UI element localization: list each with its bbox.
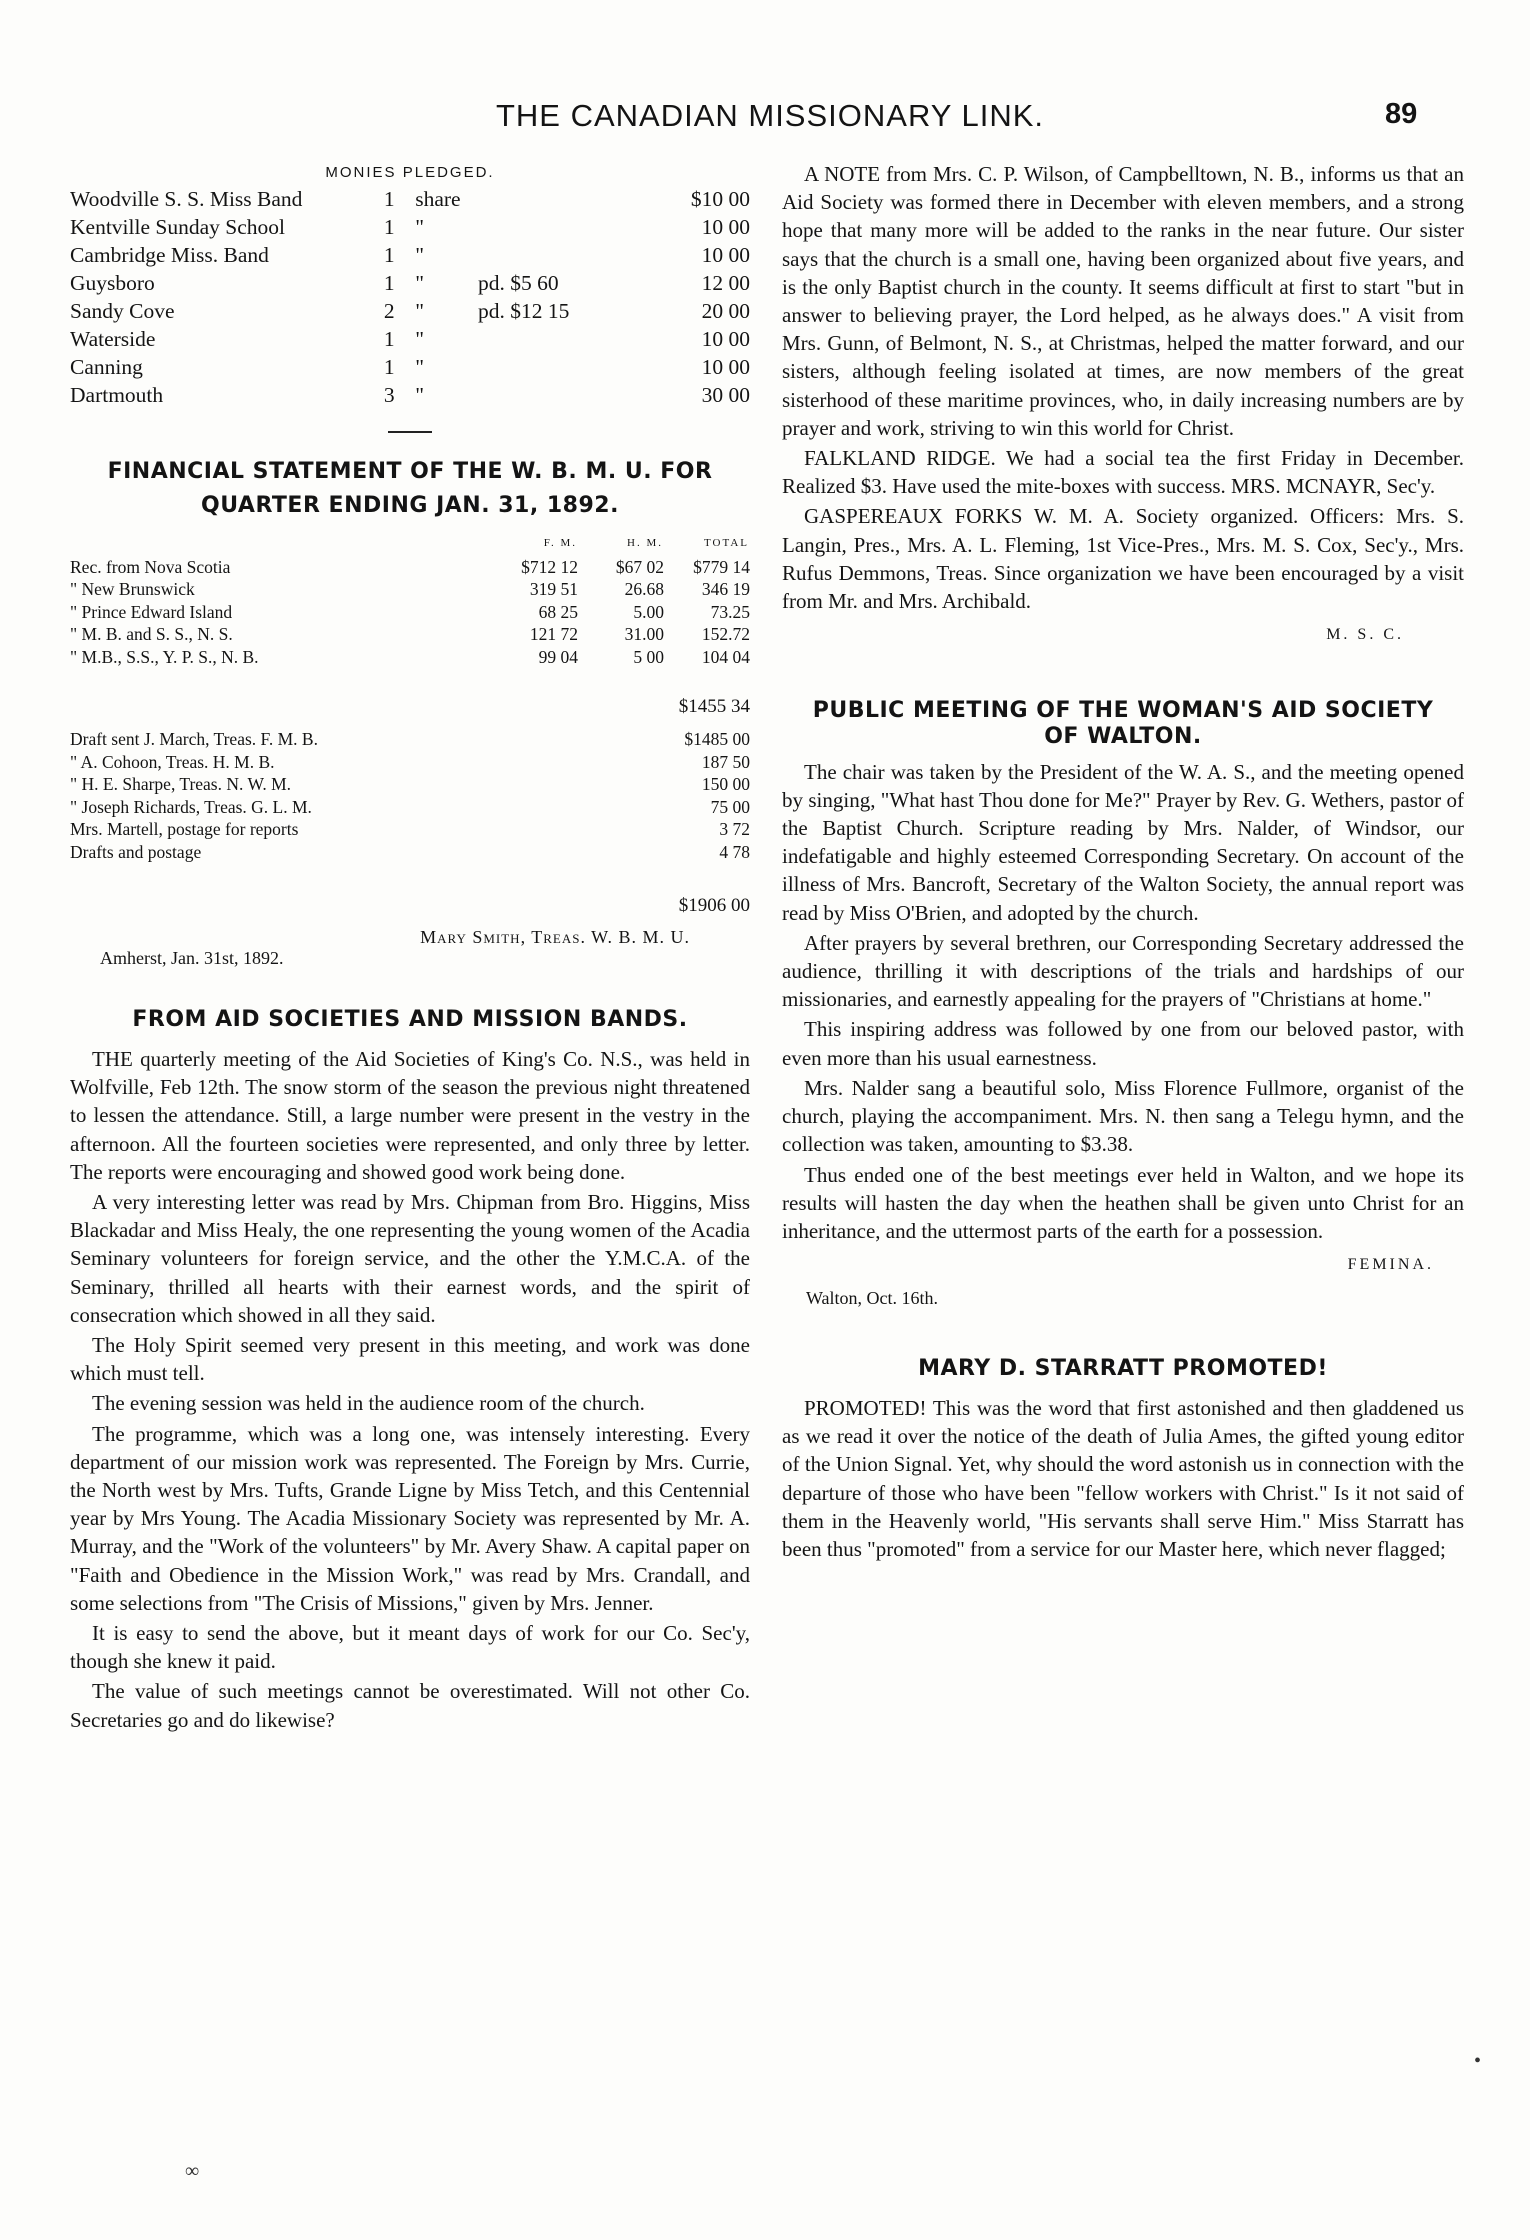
receipt-row [70, 646, 750, 669]
payment-row [70, 796, 750, 819]
payment-row [70, 751, 750, 774]
payment-label: Draft sent J. March, Treas. F. M. B. [70, 729, 318, 749]
financial-heading-line1: FINANCIAL STATEMENT OF THE W. B. M. U. FOR [107, 459, 713, 484]
financial-statement-heading [70, 455, 750, 523]
receipt-label: Rec. from Nova Scotia [70, 556, 231, 577]
pledge-amount: 10 00 [701, 355, 750, 379]
financial-heading-line2: QUARTER ENDING JAN. 31, 1892. [201, 493, 619, 518]
margin-mark: ∞ [185, 2160, 200, 2182]
public-meeting-paragraph: Mrs. Nalder sang a beautiful solo, Miss Florence Fullmore, organist of the church, playing the accompaniment. Mrs. N. then sang a Telegu hymn, and the collection was taken, amounting to $3.38. [782, 1075, 1464, 1157]
pledge-count: 1 [383, 243, 395, 267]
aid-paragraph: The value of such meetings cannot be overestimated. Will not other Co. Secretaries go and do likewise? [70, 1679, 750, 1732]
public-meeting-paragraph: This inspiring address was followed by one from our beloved pastor, with even more than his usual earnestness. [782, 1017, 1464, 1070]
pledge-row [70, 185, 750, 213]
pledge-paid [478, 213, 635, 241]
page-number: 89 [1385, 98, 1418, 130]
notes-signoff: M. S. C. [1326, 626, 1404, 644]
pledge-row [70, 213, 750, 241]
pledge-name: Woodville S. S. Miss Band [70, 187, 303, 211]
receipt-hm: 5.00 [633, 601, 664, 622]
receipt-row [70, 578, 750, 601]
receipt-label: " M. B. and S. S., N. S. [70, 624, 233, 644]
pledge-paid [478, 381, 635, 409]
payment-amount: $1485 00 [684, 729, 750, 749]
place-date: Amherst, Jan. 31st, 1892. [100, 948, 284, 968]
monies-pledged-heading: MONIES PLEDGED. [325, 164, 495, 181]
pledge-paid [478, 353, 635, 381]
pledge-name: Cambridge Miss. Band [70, 243, 269, 267]
column-header: F. M. [543, 537, 577, 549]
payments-total: $1906 00 [678, 895, 750, 916]
section-divider [388, 431, 432, 433]
notes-body [782, 160, 1464, 615]
pledge-count: 2 [383, 299, 395, 323]
receipt-total: 152.72 [701, 624, 750, 644]
note-paragraph: FALKLAND RIDGE. We had a social tea the first Friday in December. Realized $3. Have used the mite-boxes with success. MRS. MCNAYR, Sec'y. [782, 446, 1464, 499]
pledge-paid: pd. $12 15 [477, 299, 570, 323]
pledge-count: 1 [383, 187, 395, 211]
payment-label: Mrs. Martell, postage for reports [70, 819, 299, 839]
receipt-row [70, 601, 750, 624]
receipt-row [70, 623, 750, 646]
pledge-unit: " [415, 383, 424, 407]
pledge-paid [478, 241, 635, 269]
payment-row [70, 841, 750, 864]
pledge-count: 1 [383, 215, 395, 239]
receipt-fm: 121 72 [529, 624, 578, 644]
payment-row [70, 773, 750, 796]
pledge-name: Canning [70, 355, 143, 379]
starratt-heading: MARY D. STARRATT PROMOTED! [918, 1355, 1328, 1381]
aid-paragraph: The programme, which was a long one, was intensely interesting. Every department of our mission work was represented. The Foreign by Mrs. Currie, the North west by Mrs. Tufts, Grande Ligne by Miss Tetch, and this Centennial year by Mrs Young. The Acadia Missionary Society was represented by Mr. A. Murray, and the "Work of the volunteers" by Mr. Avery Shaw. A capital paper on "Faith and Obedience in the Mission Work," was read by Mrs. Crandall, and some selections from "The Crisis of Missions," given by Mrs. Jenner. [70, 1421, 750, 1615]
pledge-row [70, 381, 750, 409]
receipt-fm: $712 12 [521, 556, 578, 577]
receipt-hm: 31.00 [624, 624, 664, 644]
public-meeting-heading-line1: PUBLIC MEETING OF THE WOMAN'S AID SOCIETY [812, 697, 1434, 723]
receipt-hm: 26.68 [624, 579, 664, 599]
receipt-fm: 68 25 [538, 601, 578, 622]
aid-societies-body [70, 1045, 750, 1734]
aid-paragraph: The Holy Spirit seemed very present in this meeting, and work was done which must tell. [70, 1333, 750, 1386]
pledge-paid [478, 325, 635, 353]
column-header: H. M. [627, 537, 663, 549]
pledge-paid [478, 185, 635, 213]
receipts-table [70, 531, 750, 668]
pledge-amount: 10 00 [701, 215, 750, 239]
pledge-name: Sandy Cove [70, 299, 175, 323]
right-column [782, 160, 1464, 1565]
pledge-amount: 10 00 [701, 243, 750, 267]
payment-label: " H. E. Sharpe, Treas. N. W. M. [70, 774, 292, 794]
pledge-count: 1 [383, 327, 395, 351]
aid-societies-heading: FROM AID SOCIETIES AND MISSION BANDS. [132, 1007, 688, 1032]
pledge-paid: pd. $5 60 [477, 271, 559, 295]
public-meeting-dateline: Walton, Oct. 16th. [806, 1287, 939, 1308]
pledge-count: 1 [383, 271, 395, 295]
treasurer-signature: Mary Smith, Treas. W. B. M. U. [420, 927, 690, 947]
payment-amount: 3 72 [719, 819, 750, 839]
pledge-amount: $10 00 [690, 187, 750, 211]
pledge-amount: 12 00 [701, 271, 750, 295]
receipt-total: $779 14 [693, 556, 750, 577]
pledge-unit: share [415, 187, 461, 211]
pledge-unit: " [415, 215, 424, 239]
payment-amount: 187 50 [701, 751, 750, 772]
pledge-amount: 20 00 [701, 299, 750, 323]
pledge-row [70, 269, 750, 297]
public-meeting-paragraph: Thus ended one of the best meetings ever held in Walton, and we hope its results will hasten the day when the heathen shall be given unto Christ for an inheritance, and the uttermost parts of the earth for a possession. [782, 1162, 1464, 1243]
payment-label: " A. Cohoon, Treas. H. M. B. [70, 751, 275, 772]
pledge-unit: " [415, 355, 424, 379]
page-header [0, 98, 1530, 142]
receipt-label: " New Brunswick [70, 579, 195, 599]
receipt-hm: 5 00 [633, 646, 664, 667]
receipt-total: 104 04 [701, 646, 750, 667]
receipt-fm: 319 51 [529, 579, 578, 599]
payment-amount: 75 00 [710, 796, 750, 817]
pledge-unit: " [415, 299, 424, 323]
receipt-fm: 99 04 [538, 646, 578, 667]
pledge-unit: " [415, 271, 424, 295]
pledge-row [70, 325, 750, 353]
aid-paragraph: The evening session was held in the audience room of the church. [92, 1391, 645, 1416]
pledge-row [70, 353, 750, 381]
payment-label: Drafts and postage [70, 841, 202, 862]
public-meeting-heading-line2: OF WALTON. [1044, 723, 1202, 749]
pledge-count: 3 [383, 383, 395, 407]
aid-paragraph: THE quarterly meeting of the Aid Societies of King's Co. N.S., was held in Wolfville, Feb 12th. The snow storm of the season the previous night threatened to lessen the attendance. Still, a large number were present in the vestry in the afternoon. All the fourteen societies were represented, and only three by letter. The reports were encouraging and showed good work being done. [70, 1047, 750, 1184]
column-header: TOTAL [704, 537, 749, 549]
payments-table [70, 728, 750, 863]
left-column [70, 160, 750, 1736]
pledge-amount: 30 00 [701, 383, 750, 407]
aid-paragraph: It is easy to send the above, but it meant days of work for our Co. Sec'y, though she knew it paid. [70, 1621, 750, 1674]
payment-row [70, 818, 750, 841]
receipt-total: 73.25 [710, 601, 750, 622]
margin-mark: • [1474, 2050, 1482, 2072]
pledge-name: Kentville Sunday School [70, 215, 285, 239]
pledge-name: Waterside [70, 327, 156, 351]
pledge-row [70, 241, 750, 269]
pledge-count: 1 [383, 355, 395, 379]
public-meeting-signoff: FEMINA. [1347, 1256, 1434, 1274]
monies-pledged-table [70, 185, 750, 409]
receipt-total: 346 19 [701, 579, 750, 599]
public-meeting-body [782, 758, 1464, 1245]
payment-row [70, 728, 750, 751]
note-paragraph: GASPEREAUX FORKS W. M. A. Society organized. Officers: Mrs. S. Langin, Pres., Mrs. A. L. Fleming, 1st Vice-Pres., Mrs. M. S. Cox, Sec'y., Mrs. Rufus Demmons, Treas. Since organization we have been encouraged by a visit from Mr. and Mrs. Archibald. [782, 504, 1464, 614]
receipt-label: " Prince Edward Island [70, 601, 233, 622]
payment-amount: 150 00 [701, 774, 750, 794]
receipts-total: $1455 34 [678, 696, 750, 717]
pledge-unit: " [415, 243, 424, 267]
receipt-label: " M.B., S.S., Y. P. S., N. B. [70, 646, 259, 667]
aid-paragraph: A very interesting letter was read by Mrs. Chipman from Bro. Higgins, Miss Blackadar and Miss Healy, the one representing the young women of the Acadia Seminary volunteers for foreign service, and the other the Y.M.C.A. of the Seminary, thrilled all hearts with their earnest words, and the spirit of consecration which showed in all they said. [70, 1190, 750, 1327]
public-meeting-paragraph: After prayers by several brethren, our Corresponding Secretary addressed the audience, thrilling it with descriptions of the trials and hardships of our missionaries, and earnestly appealing for the prayers of "Christians at home." [782, 930, 1464, 1012]
journal-title: THE CANADIAN MISSIONARY LINK. [495, 98, 1045, 133]
pledge-name: Dartmouth [70, 383, 164, 407]
receipt-hm: $67 02 [615, 556, 664, 577]
receipt-row [70, 556, 750, 579]
public-meeting-paragraph: The chair was taken by the President of the W. A. S., and the meeting opened by singing, "What hast Thou done for Me?" Prayer by Rev. G. Wethers, pastor of the Baptist Church. Scripture reading by Mrs. Nalder, of Windsor, our indefatigable and highly esteemed Corresponding Secretary. On account of the illness of Mrs. Bancroft, Secretary of the Walton Society, the annual report was read by Miss O'Brien, and adopted by the church. [782, 759, 1464, 925]
pledge-unit: " [415, 327, 424, 351]
pledge-amount: 10 00 [701, 327, 750, 351]
note-paragraph: A NOTE from Mrs. C. P. Wilson, of Campbelltown, N. B., informs us that an Aid Society was formed there in December with eleven members, and a strong hope that many more will be added to the ranks in the near future. Our sister says that the church is a small one, having been organized about five years, and is the only Baptist church in the county. It seems difficult at first to start "but in answer to believing prayer, the Lord helped, as he always does." A visit from Mrs. Gunn, of Belmont, N. S., at Christmas, helped the matter forward, and our sisters, although feeling isolated at times, are now members of the great sisterhood of these maritime provinces, who, in daily increasing numbers are by prayer and work, striving to win this world for Christ. [782, 162, 1464, 440]
payment-label: " Joseph Richards, Treas. G. L. M. [70, 796, 312, 817]
public-meeting-heading [782, 698, 1464, 750]
pledge-row [70, 297, 750, 325]
payment-amount: 4 78 [719, 841, 750, 862]
pledge-name: Guysboro [70, 271, 155, 295]
starratt-paragraph: PROMOTED! This was the word that first astonished and then gladdened us as we read it over the notice of the death of Julia Ames, the gifted young editor of the Union Signal. Yet, why should the word astonish us in connection with the departure of those who have been "fellow workers with Christ." Is it not said of them in the Heavenly world, "His servants shall serve Him." Miss Starratt has been thus "promoted" from a service for our Master here, which never flagged; [782, 1395, 1464, 1561]
